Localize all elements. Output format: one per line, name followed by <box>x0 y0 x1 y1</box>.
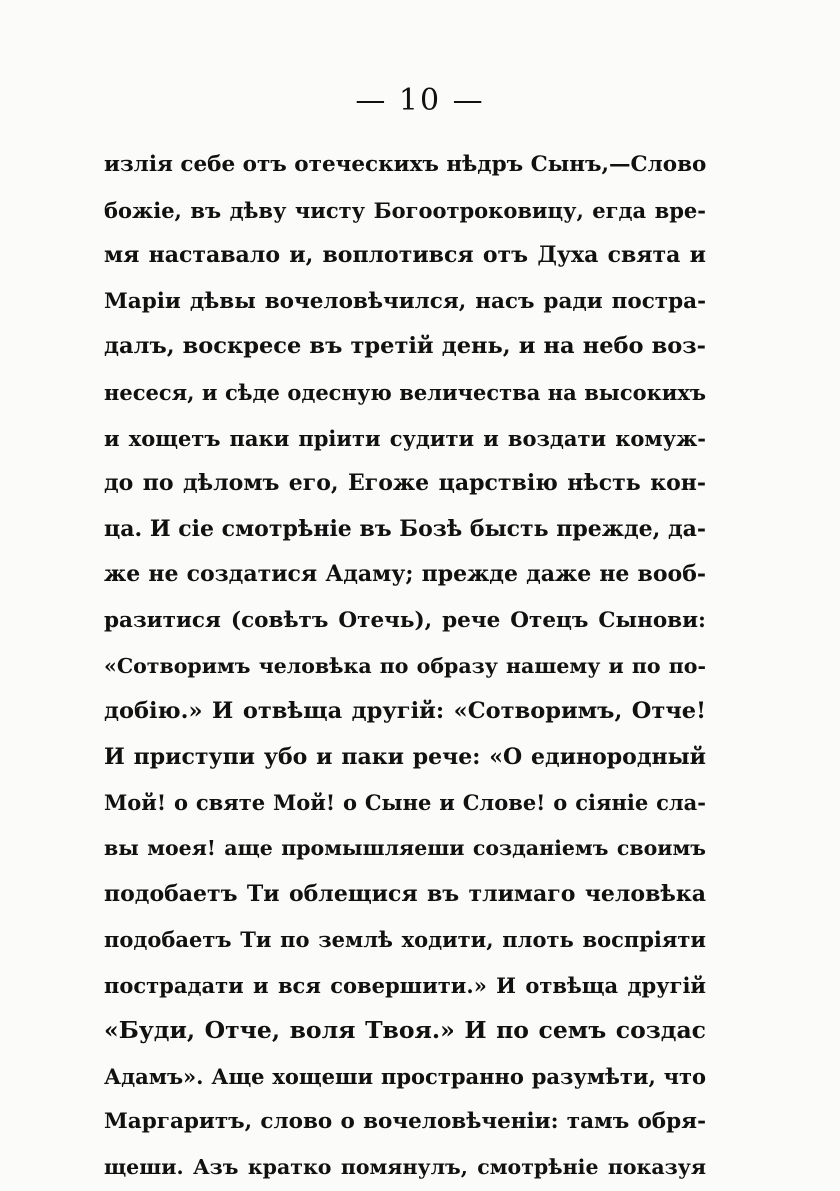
text-line-12: «Сотворимъ человѣка по образу нашему и по по- <box>104 653 706 678</box>
text-line-23: щеши. Азъ кратко помянулъ, смотрѣніе показуя <box>104 1155 706 1180</box>
text-line-20: «Буди, Отче, воля Твоя.» И по семъ создас <box>104 1016 706 1045</box>
page-number: — 10 — <box>355 83 485 118</box>
text-line-2: божіе, въ дѣву чисту Богоотроковицу, егда вре- <box>104 197 706 223</box>
text-line-18: подобаетъ Ти по землѣ ходити, плоть воспріяти <box>104 927 706 953</box>
body-text <box>104 142 706 1191</box>
text-line-21: Адамъ». Аще хощеши пространно разумѣти, что <box>104 1063 706 1089</box>
text-line-17: подобаетъ Ти облещися въ тлимаго человѣка <box>104 880 706 907</box>
text-line-1: излія себе отъ отеческихъ нѣдръ Сынъ,—Слово <box>104 152 706 177</box>
text-line-16: вы моея! аще промышляеши созданіемъ своимъ <box>104 835 706 860</box>
text-line-4: Маріи дѣвы вочеловѣчился, насъ ради пострa- <box>104 288 706 314</box>
text-line-7: и хощетъ паки пріити судити и воздати комуж- <box>104 425 706 451</box>
text-line-10: же не создатися Адаму; прежде даже не вооб- <box>104 561 706 588</box>
text-line-19: пострадати и вся совершити.» И отвѣща другій <box>104 972 706 998</box>
text-line-15: Мой! о святе Мой! о Сыне и Слове! о сіяніе сла- <box>104 790 706 816</box>
text-line-13: добію.» И отвѣща другій: «Сотворимъ, Отче! <box>104 698 706 725</box>
text-line-14: И приступи убо и паки рече: «О единородный <box>104 743 706 770</box>
text-line-6: несеся, и сѣде одесную величества на высокихъ <box>104 379 706 405</box>
text-line-11: разитися (совѣтъ Отечь), рече Отецъ Сынови: <box>104 607 706 633</box>
text-line-22: Маргаритъ, слово о вочеловѣченіи: тамъ обря- <box>104 1109 706 1135</box>
text-line-8: до по дѣломъ его, Егоже царствію нѣсть кон- <box>104 470 706 497</box>
text-line-9: ца. И сіе смотрѣніе въ Бозѣ бысть прежде, да- <box>104 515 706 542</box>
text-line-5: далъ, воскресе въ третій день, и на небо воз- <box>104 333 706 360</box>
text-line-3: мя наставало и, воплотився отъ Духа свята и <box>104 242 706 269</box>
